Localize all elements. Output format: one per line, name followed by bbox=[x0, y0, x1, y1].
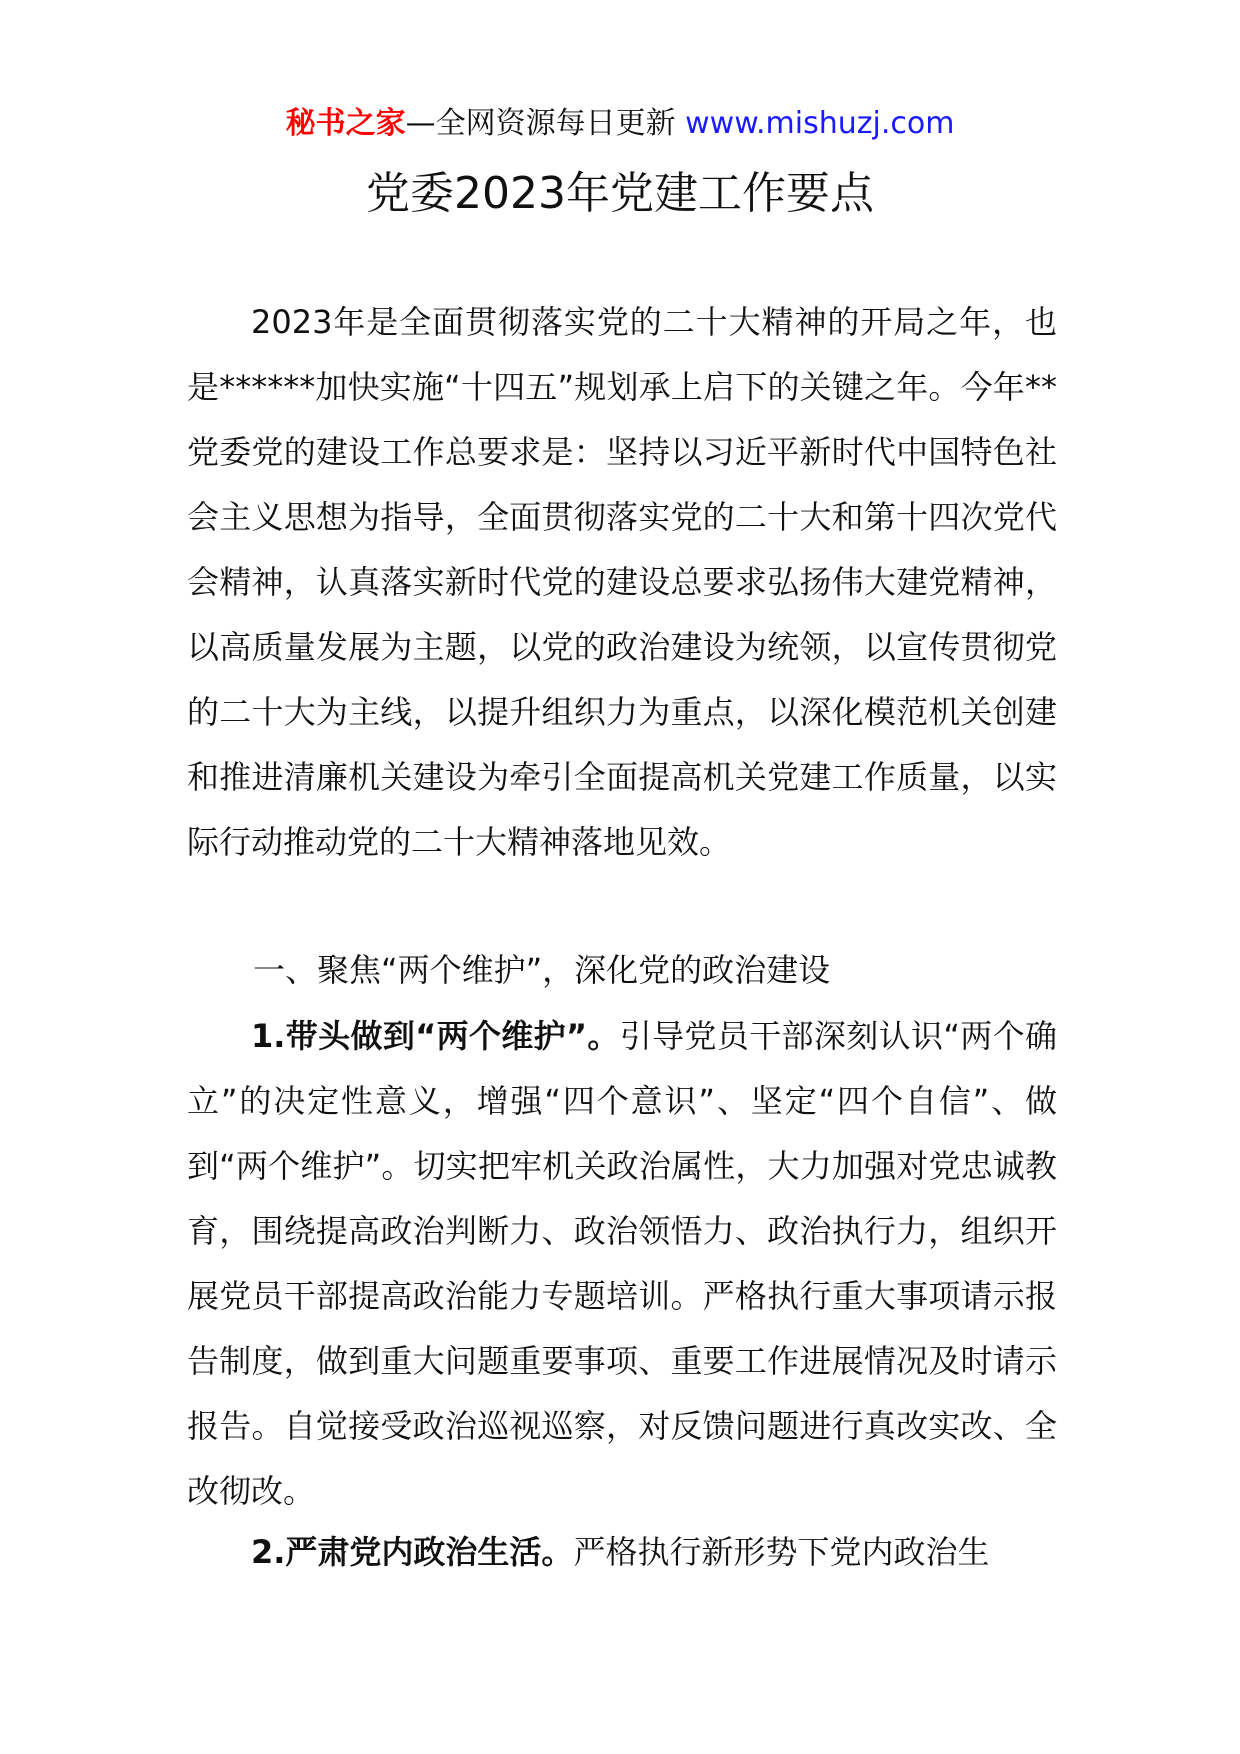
item-1-block bbox=[187, 1004, 1057, 1524]
section-heading: 一、聚焦“两个维护”，深化党的政治建设 bbox=[253, 951, 831, 989]
item-2-block bbox=[187, 1520, 1057, 1585]
item-2-text: 严格执行新形势下党内政治生 bbox=[573, 1533, 990, 1571]
item-2-lead: 2.严肃党内政治生活。 bbox=[251, 1533, 574, 1571]
item-2-paragraph bbox=[187, 1520, 1057, 1585]
item-1-text: 引导党员干部深刻认识“两个确立”的决定性意义，增强“四个意识”、坚定“四个自信”、做到“两个维护”。切实把牢机关政治属性，大力加强对党忠诚教育，围绕提高政治判断力、政治领悟力、政治执行力，组织开展党员干部提高政治能力专题培训。严格执行重大事项请示报告制度，做到重大问题重要事项、重要工作进展情况及时请示报告。自觉接受政治巡视巡察，对反馈问题进行真改实改、全改彻改。 bbox=[187, 1017, 1057, 1510]
watermark-header bbox=[0, 104, 1240, 144]
brand-name: 秘书之家 bbox=[285, 106, 406, 141]
header-tagline: —全网资源每日更新 bbox=[405, 106, 686, 141]
site-link[interactable]: www.mishuzj.com bbox=[685, 106, 955, 141]
document-title: 党委2023年党建工作要点 bbox=[366, 168, 874, 219]
intro-paragraph-block bbox=[187, 290, 1057, 875]
item-1-paragraph bbox=[187, 1004, 1057, 1524]
item-1-lead: 1.带头做到“两个维护”。 bbox=[251, 1017, 620, 1055]
section-heading-block bbox=[187, 938, 1057, 1003]
intro-paragraph: 2023年是全面贯彻落实党的二十大精神的开局之年，也是******加快实施“十四五”规划承上启下的关键之年。今年**党委党的建设工作总要求是：坚持以习近平新时代中国特色社会主义思想为指导，全面贯彻落实党的二十大和第十四次党代会精神，认真落实新时代党的建设总要求弘扬伟大建党精神，以高质量发展为主题，以党的政治建设为统领，以宣传贯彻党的二十大为主线，以提升组织力为重点，以深化模范机关创建和推进清廉机关建设为牵引全面提高机关党建工作质量，以实际行动推动党的二十大精神落地见效。 bbox=[187, 303, 1057, 861]
